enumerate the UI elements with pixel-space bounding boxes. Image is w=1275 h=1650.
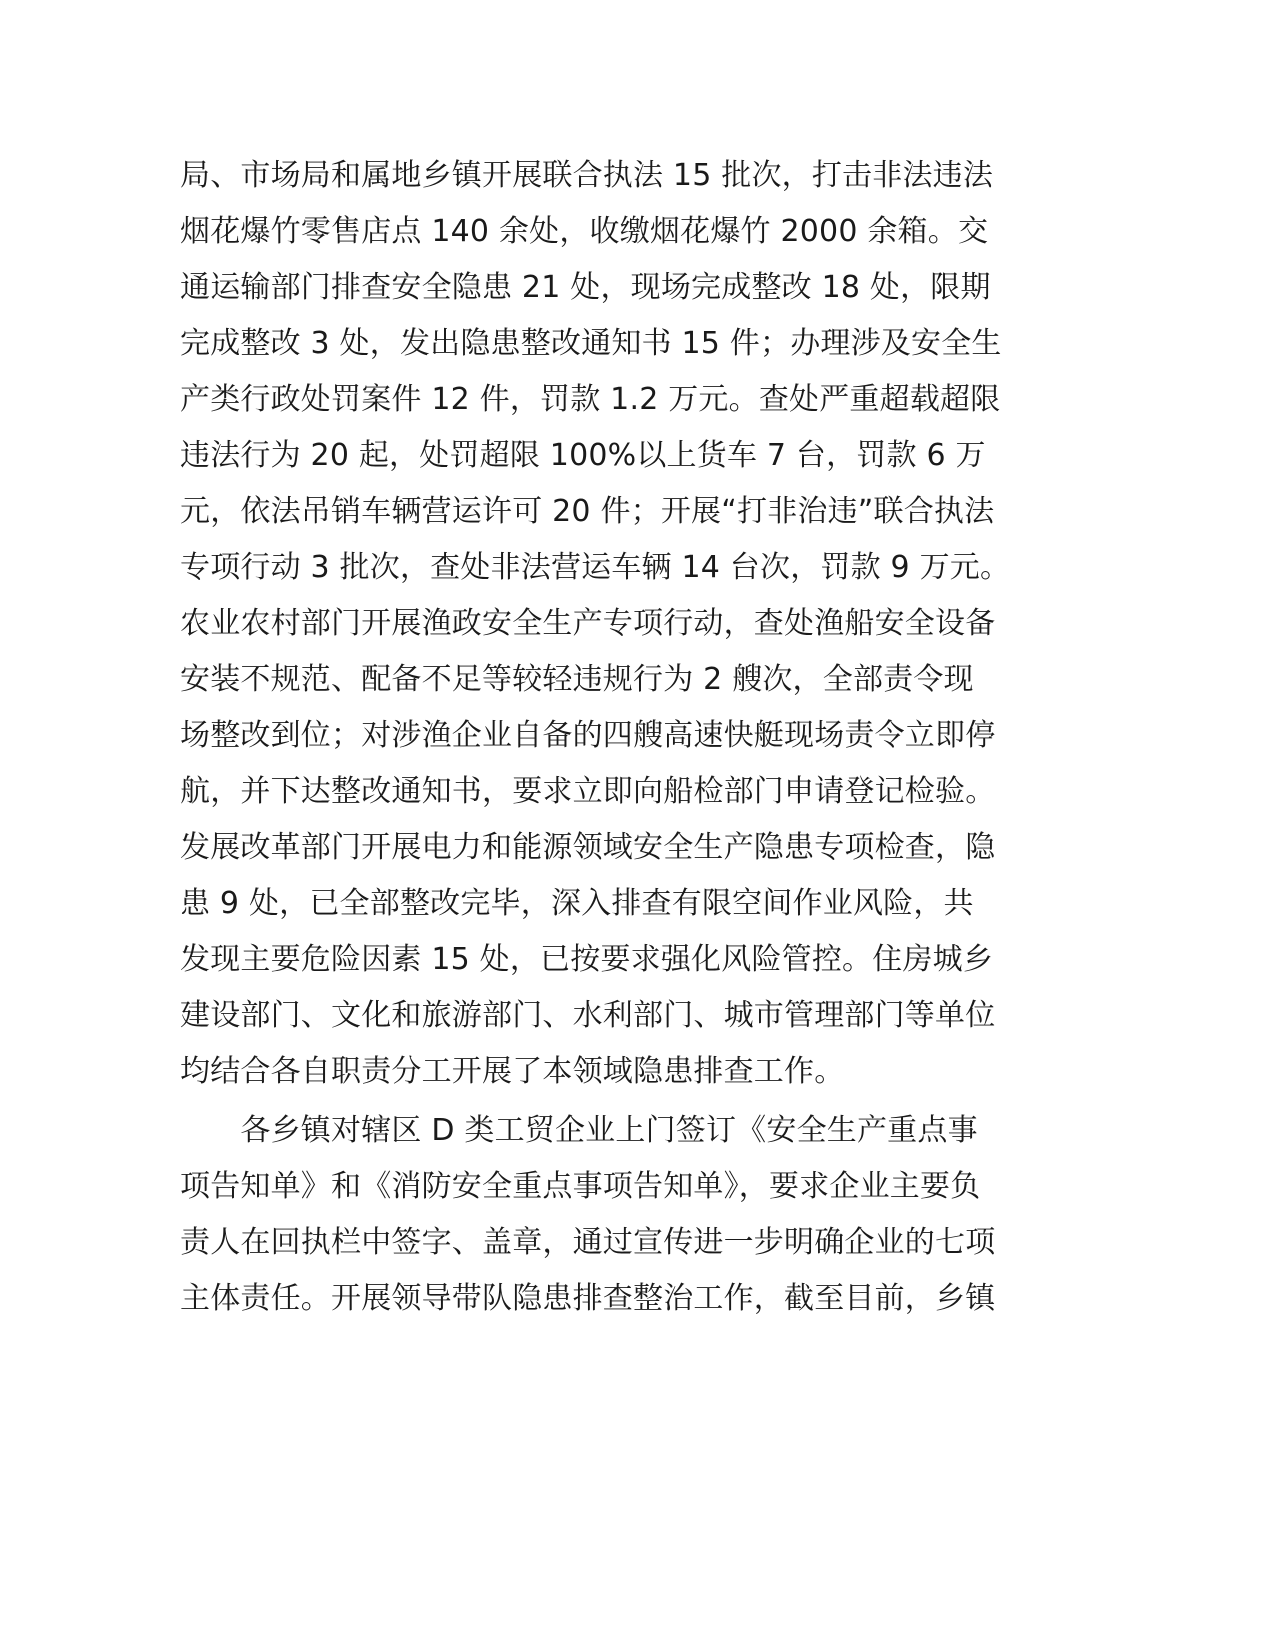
paragraph-line: 烟花爆竹零售店点 140 余处，收缴烟花爆竹 2000 余箱。交 [180, 214, 989, 249]
paragraph-line: 完成整改 3 处，发出隐患整改通知书 15 件；办理涉及安全生 [180, 326, 1002, 361]
paragraph-line: 发展改革部门开展电力和能源领域安全生产隐患专项检查，隐 [180, 830, 996, 865]
paragraph-line: 均结合各自职责分工开展了本领域隐患排查工作。 [180, 1054, 845, 1089]
paragraph-line: 安装不规范、配备不足等较轻违规行为 2 艘次，全部责令现 [180, 662, 974, 697]
paragraph-line: 发现主要危险因素 15 处，已按要求强化风险管控。住房城乡 [180, 942, 994, 977]
paragraph-line: 产类行政处罚案件 12 件，罚款 1.2 万元。查处严重超载超限 [180, 382, 1001, 417]
paragraph-line: 主体责任。开展领导带队隐患排查整治工作，截至目前，乡镇 [180, 1281, 996, 1316]
paragraph-line: 违法行为 20 起，处罚超限 100%以上货车 7 台，罚款 6 万 [180, 438, 986, 473]
paragraph-line: 通运输部门排查安全隐患 21 处，现场完成整改 18 处，限期 [180, 270, 991, 305]
paragraph-line: 项告知单》和《消防安全重点事项告知单》，要求企业主要负 [180, 1169, 981, 1204]
paragraph-line: 各乡镇对辖区 D 类工贸企业上门签订《安全生产重点事 [180, 1113, 978, 1148]
paragraph-line: 局、市场局和属地乡镇开展联合执法 15 批次，打击非法违法 [180, 158, 994, 193]
paragraph-2 [180, 1103, 1040, 1327]
paragraph-line: 患 9 处，已全部整改完毕，深入排查有限空间作业风险，共 [180, 886, 974, 921]
paragraph-line: 建设部门、文化和旅游部门、水利部门、城市管理部门等单位 [180, 998, 996, 1033]
paragraph-1 [180, 148, 1040, 1100]
paragraph-line: 责人在回执栏中签字、盖章，通过宣传进一步明确企业的七项 [180, 1225, 996, 1260]
paragraph-line: 专项行动 3 批次，查处非法营运车辆 14 台次，罚款 9 万元。 [180, 550, 1011, 585]
paragraph-line: 场整改到位；对涉渔企业自备的四艘高速快艇现场责令立即停 [180, 718, 996, 753]
paragraph-line: 元，依法吊销车辆营运许可 20 件；开展“打非治违”联合执法 [180, 494, 995, 529]
paragraph-line: 航，并下达整改通知书，要求立即向船检部门申请登记检验。 [180, 774, 996, 809]
paragraph-line: 农业农村部门开展渔政安全生产专项行动，查处渔船安全设备 [180, 606, 996, 641]
